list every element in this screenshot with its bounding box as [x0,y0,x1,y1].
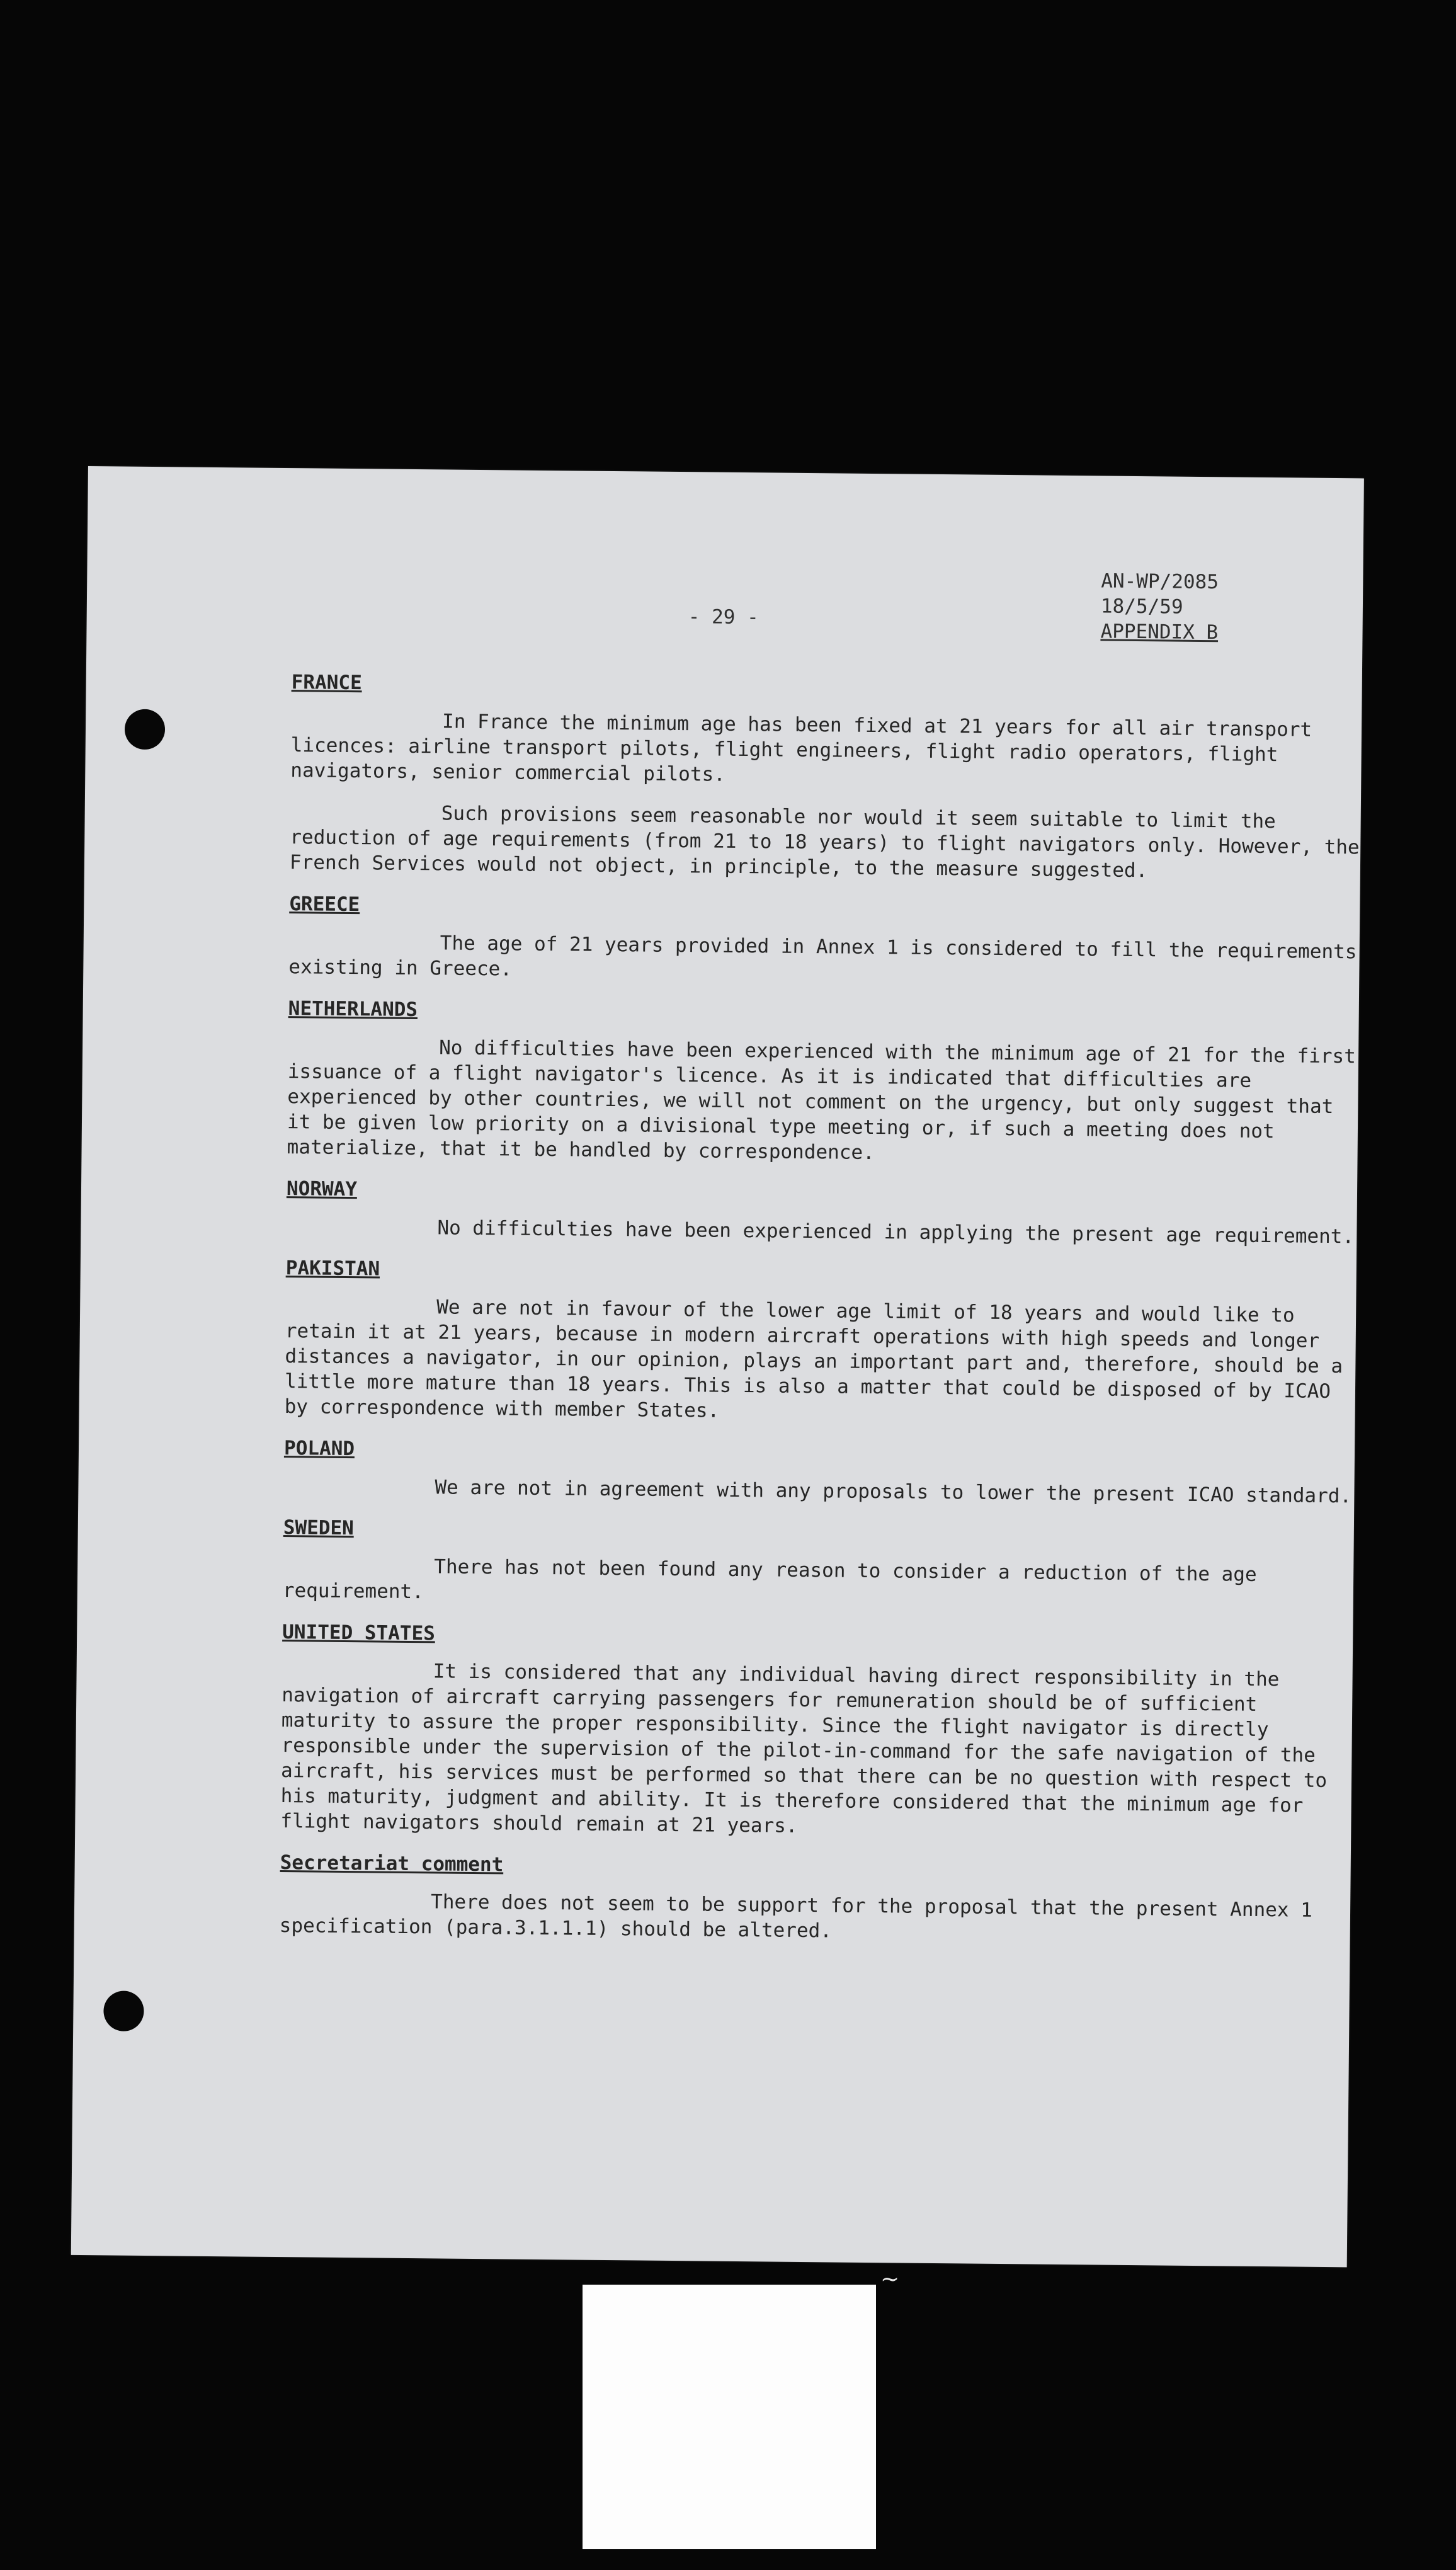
section-heading: FRANCE [291,671,362,695]
paragraph: No difficulties have been experienced with the minimum age of 21 for the first issuance of a flight navigator's licence. As it is indicated that difficulties are experienced by other countries, we will not comment on the urgency, but only suggest that it be given low priority on a divisional type meeting or, if such a meeting does not materialize, that it be handled by correspondence. [287,1036,1356,1165]
section-heading: PAKISTAN [285,1257,380,1281]
paragraph: In France the minimum age has been fixed at 21 years for all air transport licences: airline transport pilots, flight engineers, flight radio operators, flight navigators, senior commercial pilots. [290,710,1312,786]
paragraph: We are not in agreement with any proposals to lower the present ICAO standard. [435,1476,1352,1508]
pen-mark: ~ [880,2266,900,2292]
document-reference-block [1100,568,1219,645]
section-heading: POLAND [283,1437,355,1461]
section-pakistan [284,1255,1356,1429]
paragraph: It is considered that any individual having direct responsibility in the navigation of aircraft carrying passengers for remuneration should be of sufficient maturity to assure the proper responsibility. Since the flight navigator is directly responsible under the supervision of the pilot-in-command for the safe navigation of the aircraft, his services must be performed so that there can be no question with respect to his maturity, judgment and ability. It is therefore considered that the minimum age for flight navigators should remain at 21 years. [280,1660,1328,1837]
doc-ref: AN-WP/2085 [1101,569,1219,594]
document-page [71,466,1364,2267]
section-heading: NORWAY [286,1177,358,1201]
section-sweden [283,1515,1354,1613]
section-heading: Secretariat comment [280,1851,504,1876]
section-heading: GREECE [289,893,360,917]
paragraph: The age of 21 years provided in Annex 1 is considered to fill the requirements existing in Greece. [288,932,1357,981]
document-body [279,670,1362,1965]
paragraph: Such provisions seem reasonable nor would it seem suitable to limit the reduction of age requirements (from 21 to 18 years) to flight navigators only. However, the French Services would not object, in principle, to the measure suggested. [289,802,1360,882]
section-greece [288,891,1360,990]
section-heading: SWEDEN [283,1516,354,1540]
section-norway [286,1176,1357,1249]
white-card [583,2285,876,2549]
paragraph: No difficulties have been experienced in applying the present age requirement. [437,1216,1355,1248]
paragraph: There has not been found any reason to consider a reduction of the age requirement. [282,1555,1257,1604]
paragraph: We are not in favour of the lower age limit of 18 years and would like to retain it at 21 years, because in modern aircraft operations with high speeds and longer distances a navigator, in our opinion, plays an important part and, therefore, should be a little more mature than 18 years. This is also a matter that could be disposed of by ICAO by correspondence with member States. [284,1296,1343,1422]
section-france [290,670,1362,885]
section-united-states [280,1619,1353,1844]
paragraph: There does not seem to be support for the proposal that the present Annex 1 specification (para.3.1.1.1) should be altered. [279,1890,1313,1943]
page-number: - 29 - [688,605,759,629]
doc-date: 18/5/59 [1100,595,1183,619]
section-heading: UNITED STATES [282,1621,436,1645]
section-poland [283,1436,1355,1509]
punch-hole-bottom [103,1990,144,2031]
section-heading: NETHERLANDS [288,997,418,1022]
section-secretariat-comment [280,1850,1351,1948]
punch-hole-top [125,709,166,750]
section-netherlands [287,996,1358,1170]
appendix-label: APPENDIX B [1100,620,1219,644]
